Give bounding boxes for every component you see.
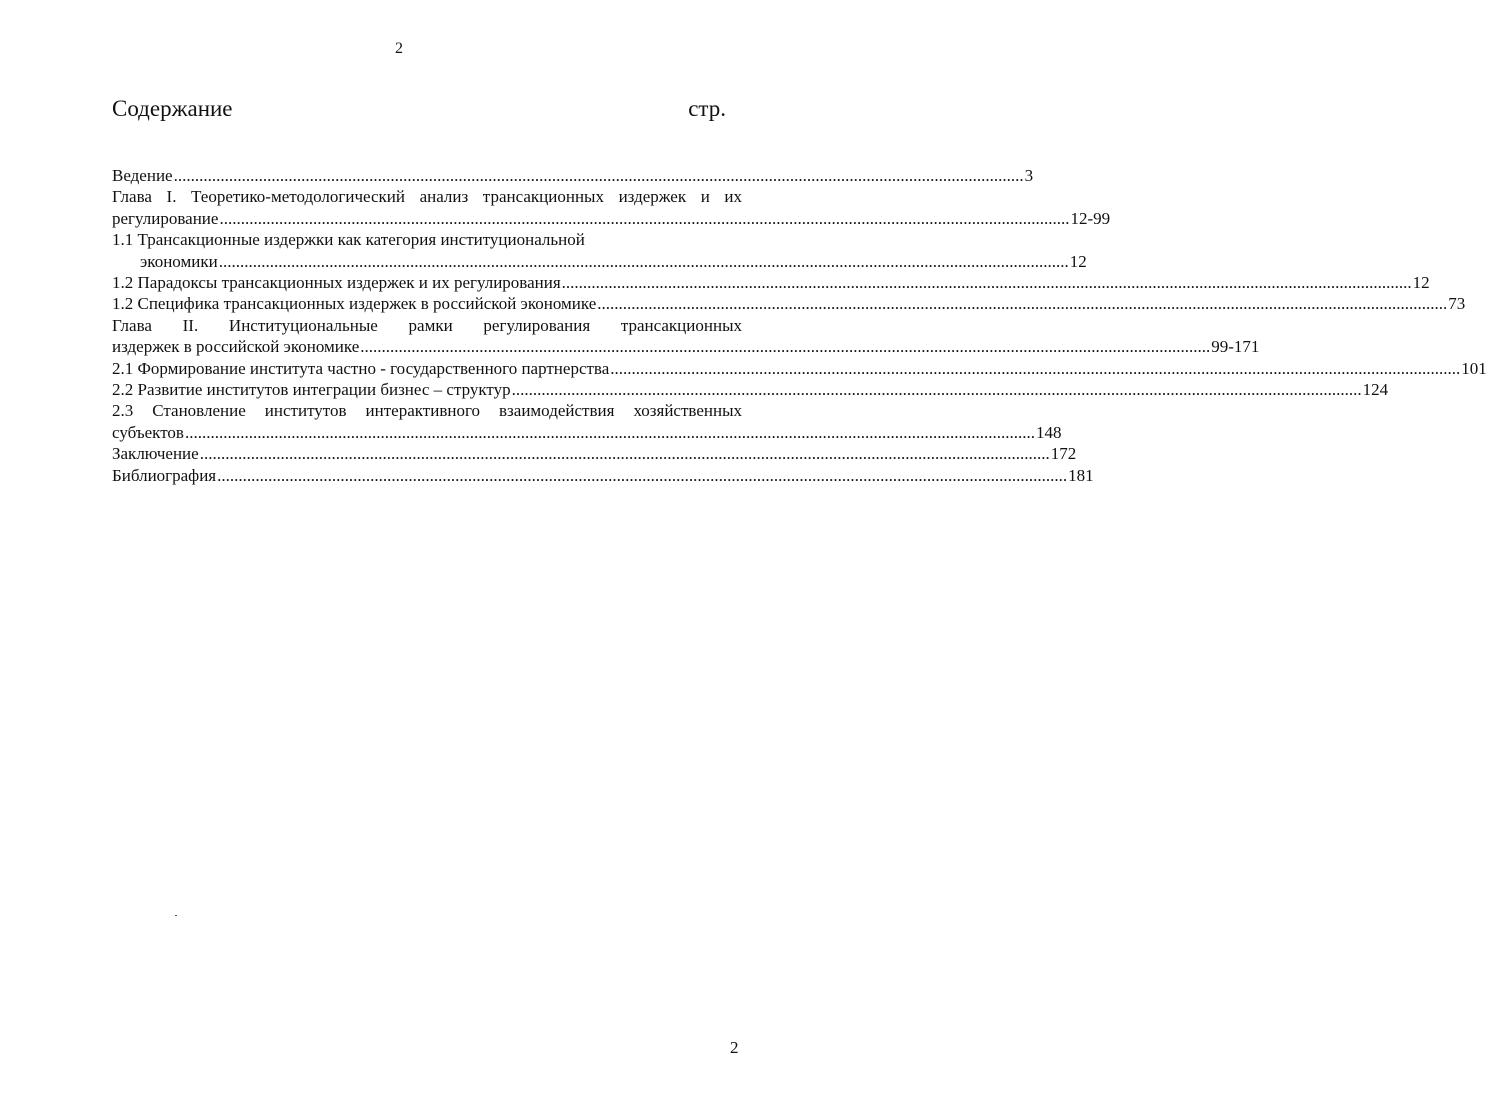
toc-entry-page: 124 bbox=[1362, 380, 1389, 400]
toc-entry-text: 2.3 Становление институтов интерактивного взаимодействия хозяйственных bbox=[112, 401, 742, 421]
toc-entry-text: Глава II. Институциональные рамки регулирования трансакционных bbox=[112, 315, 742, 335]
leader-dots: ........................................................................................................................................................................................................ bbox=[561, 273, 1412, 293]
toc-entry-section-1-1[interactable] bbox=[112, 229, 742, 250]
leader-dots: ........................................................................................................................................................................................................ bbox=[511, 380, 1362, 400]
toc-entry-section-2-3-continuation[interactable] bbox=[112, 422, 1062, 443]
page-number-bottom: 2 bbox=[730, 1038, 739, 1057]
toc-entry-continuation: издержек в российской экономике bbox=[112, 337, 360, 357]
leader-dots: ........................................................................................................................................................................................................ bbox=[610, 358, 1461, 378]
toc-entry-chapter-1[interactable] bbox=[112, 186, 742, 207]
toc-entry-page: 172 bbox=[1050, 444, 1077, 464]
toc-entry-section-1-2a[interactable] bbox=[112, 272, 1430, 293]
leader-dots: ........................................................................................................................................................................................................ bbox=[360, 337, 1211, 357]
toc-entry-text: 2.1 Формирование института частно - государственного партнерства bbox=[112, 358, 610, 378]
toc-entry-page: 181 bbox=[1068, 465, 1094, 485]
leader-dots: ........................................................................................................................................................................................................ bbox=[597, 294, 1448, 314]
leader-dots: ........................................................................................................................................................................................................ bbox=[184, 422, 1035, 442]
toc-entry-introduction[interactable] bbox=[112, 165, 1034, 186]
toc-entry-chapter-1-continuation[interactable] bbox=[112, 208, 1111, 229]
toc-entry-conclusion[interactable] bbox=[112, 443, 1077, 464]
toc-entry-chapter-2[interactable] bbox=[112, 315, 742, 336]
toc-entry-text: 1.1 Трансакционные издержки как категория институциональной bbox=[112, 230, 585, 250]
toc-entry-page: 73 bbox=[1448, 294, 1466, 314]
scan-speck bbox=[175, 915, 177, 916]
toc-entry-text: 1.2 Специфика трансакционных издержек в российской экономике bbox=[112, 294, 597, 314]
leader-dots: ........................................................................................................................................................................................................ bbox=[219, 208, 1070, 228]
toc-entry-text: Заключение bbox=[112, 444, 199, 464]
toc-entry-section-1-2b[interactable] bbox=[112, 293, 1466, 314]
toc-entry-continuation: регулирование bbox=[112, 208, 219, 228]
toc-entry-section-1-1-continuation[interactable] bbox=[112, 251, 1087, 272]
toc-entry-section-2-2[interactable] bbox=[112, 379, 1389, 400]
page-column-label: стр. bbox=[688, 96, 726, 121]
toc-heading-row bbox=[112, 96, 726, 122]
leader-dots: ........................................................................................................................................................................................................ bbox=[173, 166, 1024, 185]
toc-entry-page: 148 bbox=[1035, 422, 1062, 442]
toc-entry-page: 101 bbox=[1461, 358, 1487, 378]
toc-entry-chapter-2-continuation[interactable] bbox=[112, 336, 1260, 357]
toc-entry-page: 12-99 bbox=[1070, 208, 1111, 228]
toc-title: Содержание bbox=[112, 96, 233, 121]
toc-entry-continuation: экономики bbox=[140, 251, 218, 271]
leader-dots: ........................................................................................................................................................................................................ bbox=[217, 465, 1068, 485]
toc-entry-text: 1.2 Парадоксы трансакционных издержек и их регулирования bbox=[112, 273, 561, 293]
toc-entry-continuation: субъектов bbox=[112, 422, 184, 442]
toc-entry-section-2-3[interactable] bbox=[112, 400, 742, 421]
toc-entry-page: 3 bbox=[1024, 166, 1034, 185]
toc-entry-text: Глава I. Теоретико-методологический анализ трансакционных издержек и их bbox=[112, 187, 742, 207]
toc-entry-section-2-1[interactable] bbox=[112, 358, 1487, 379]
page-number-top: 2 bbox=[395, 40, 403, 57]
toc-entry-page: 12 bbox=[1069, 251, 1087, 271]
toc-entry-bibliography[interactable] bbox=[112, 465, 1094, 486]
toc-entry-page: 99-171 bbox=[1211, 337, 1260, 357]
toc-entry-page: 12 bbox=[1412, 273, 1430, 293]
toc-entry-text: Библиография bbox=[112, 465, 217, 485]
leader-dots: ........................................................................................................................................................................................................ bbox=[199, 444, 1050, 464]
leader-dots: ........................................................................................................................................................................................................ bbox=[218, 251, 1069, 271]
toc-entry-text: Ведение bbox=[112, 166, 173, 185]
toc-entry-text: 2.2 Развитие институтов интеграции бизнес – структур bbox=[112, 380, 511, 400]
table-of-contents bbox=[112, 165, 1487, 486]
